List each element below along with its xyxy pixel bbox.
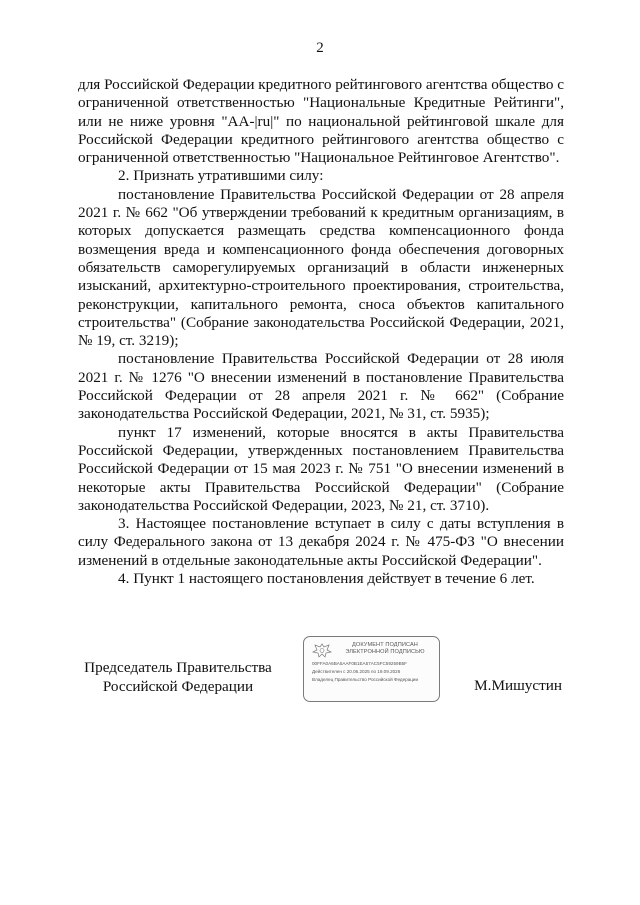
electronic-signature-stamp: [303, 636, 440, 702]
coat-of-arms-icon: [311, 642, 333, 658]
stamp-owner: Владелец Правительство Российской Федерации: [312, 677, 419, 682]
paragraph: 3. Настоящее постановление вступает в силу с даты вступления в силу Федерального закона от 13 декабря 2024 г. № 475-ФЗ "О внесении изменений в отдельные законодательные акты Российской Федерации".: [78, 515, 564, 569]
signatory-position-line: Председатель Правительства: [84, 659, 272, 676]
stamp-title: [336, 642, 434, 655]
paragraph: 4. Пункт 1 настоящего постановления действует в течение 6 лет.: [118, 570, 535, 588]
stamp-title-line: ДОКУМЕНТ ПОДПИСАН: [352, 642, 418, 648]
signer-name: М.Мишустин: [474, 677, 562, 694]
paragraph: пункт 17 изменений, которые вносятся в акты Правительства Российской Федерации, утвержденных постановлением Правительства Российской Федерации от 15 мая 2023 г. № 751 "О внесении изменений в некоторые акты Правительства Российской Федерации" (Собрание законодательства Российской Федерации, 2023, № 21, ст. 3710).: [78, 423, 564, 514]
paragraph: 2. Признать утратившими силу:: [118, 167, 324, 185]
page-number: 2: [316, 40, 324, 56]
paragraph: для Российской Федерации кредитного рейтингового агентства общество с ограниченной ответственностью "Национальные Кредитные Рейтинги", или не ниже уровня "АА-|ru|" по национальной рейтинговой шкале для Российской Федерации кредитного рейтингового агентства общество с ограниченной ответственностью "Национальное Рейтинговое Агентство".: [78, 76, 564, 167]
signatory-position: [78, 658, 278, 696]
stamp-validity: Действителен с 20.06.2025 по 19.09.2026: [312, 669, 401, 674]
paragraph: постановление Правительства Российской Федерации от 28 апреля 2021 г. № 662 "Об утверждении требований к кредитным организациям, в которых допускается размещать средства компенсационного фонда возмещения вреда и компенсационного фонда обеспечения договорных обязательств саморегулируемых организаций в области инженерных изысканий, архитектурно-строительного проектирования, строительства, реконструкции, капитального ремонта, сноса объектов капитального строительства" (Собрание законодательства Российской Федерации, 2021, № 19, ст. 3219);: [78, 185, 564, 350]
document-body: [78, 76, 564, 588]
signatory-position-line: Российской Федерации: [102, 678, 254, 695]
paragraph: постановление Правительства Российской Федерации от 28 июля 2021 г. № 1276 "О внесении изменений в постановление Правительства Российской Федерации от 28 апреля 2021 г. № 662" (Собрание законодательства Российской Федерации, 2021, № 31, ст. 5935);: [78, 350, 564, 423]
stamp-certificate: 00FFA0A6BA5AAF0B1EA57AC5FC59259B5F: [312, 661, 407, 666]
stamp-title-line: ЭЛЕКТРОННОЙ ПОДПИСЬЮ: [345, 648, 425, 655]
